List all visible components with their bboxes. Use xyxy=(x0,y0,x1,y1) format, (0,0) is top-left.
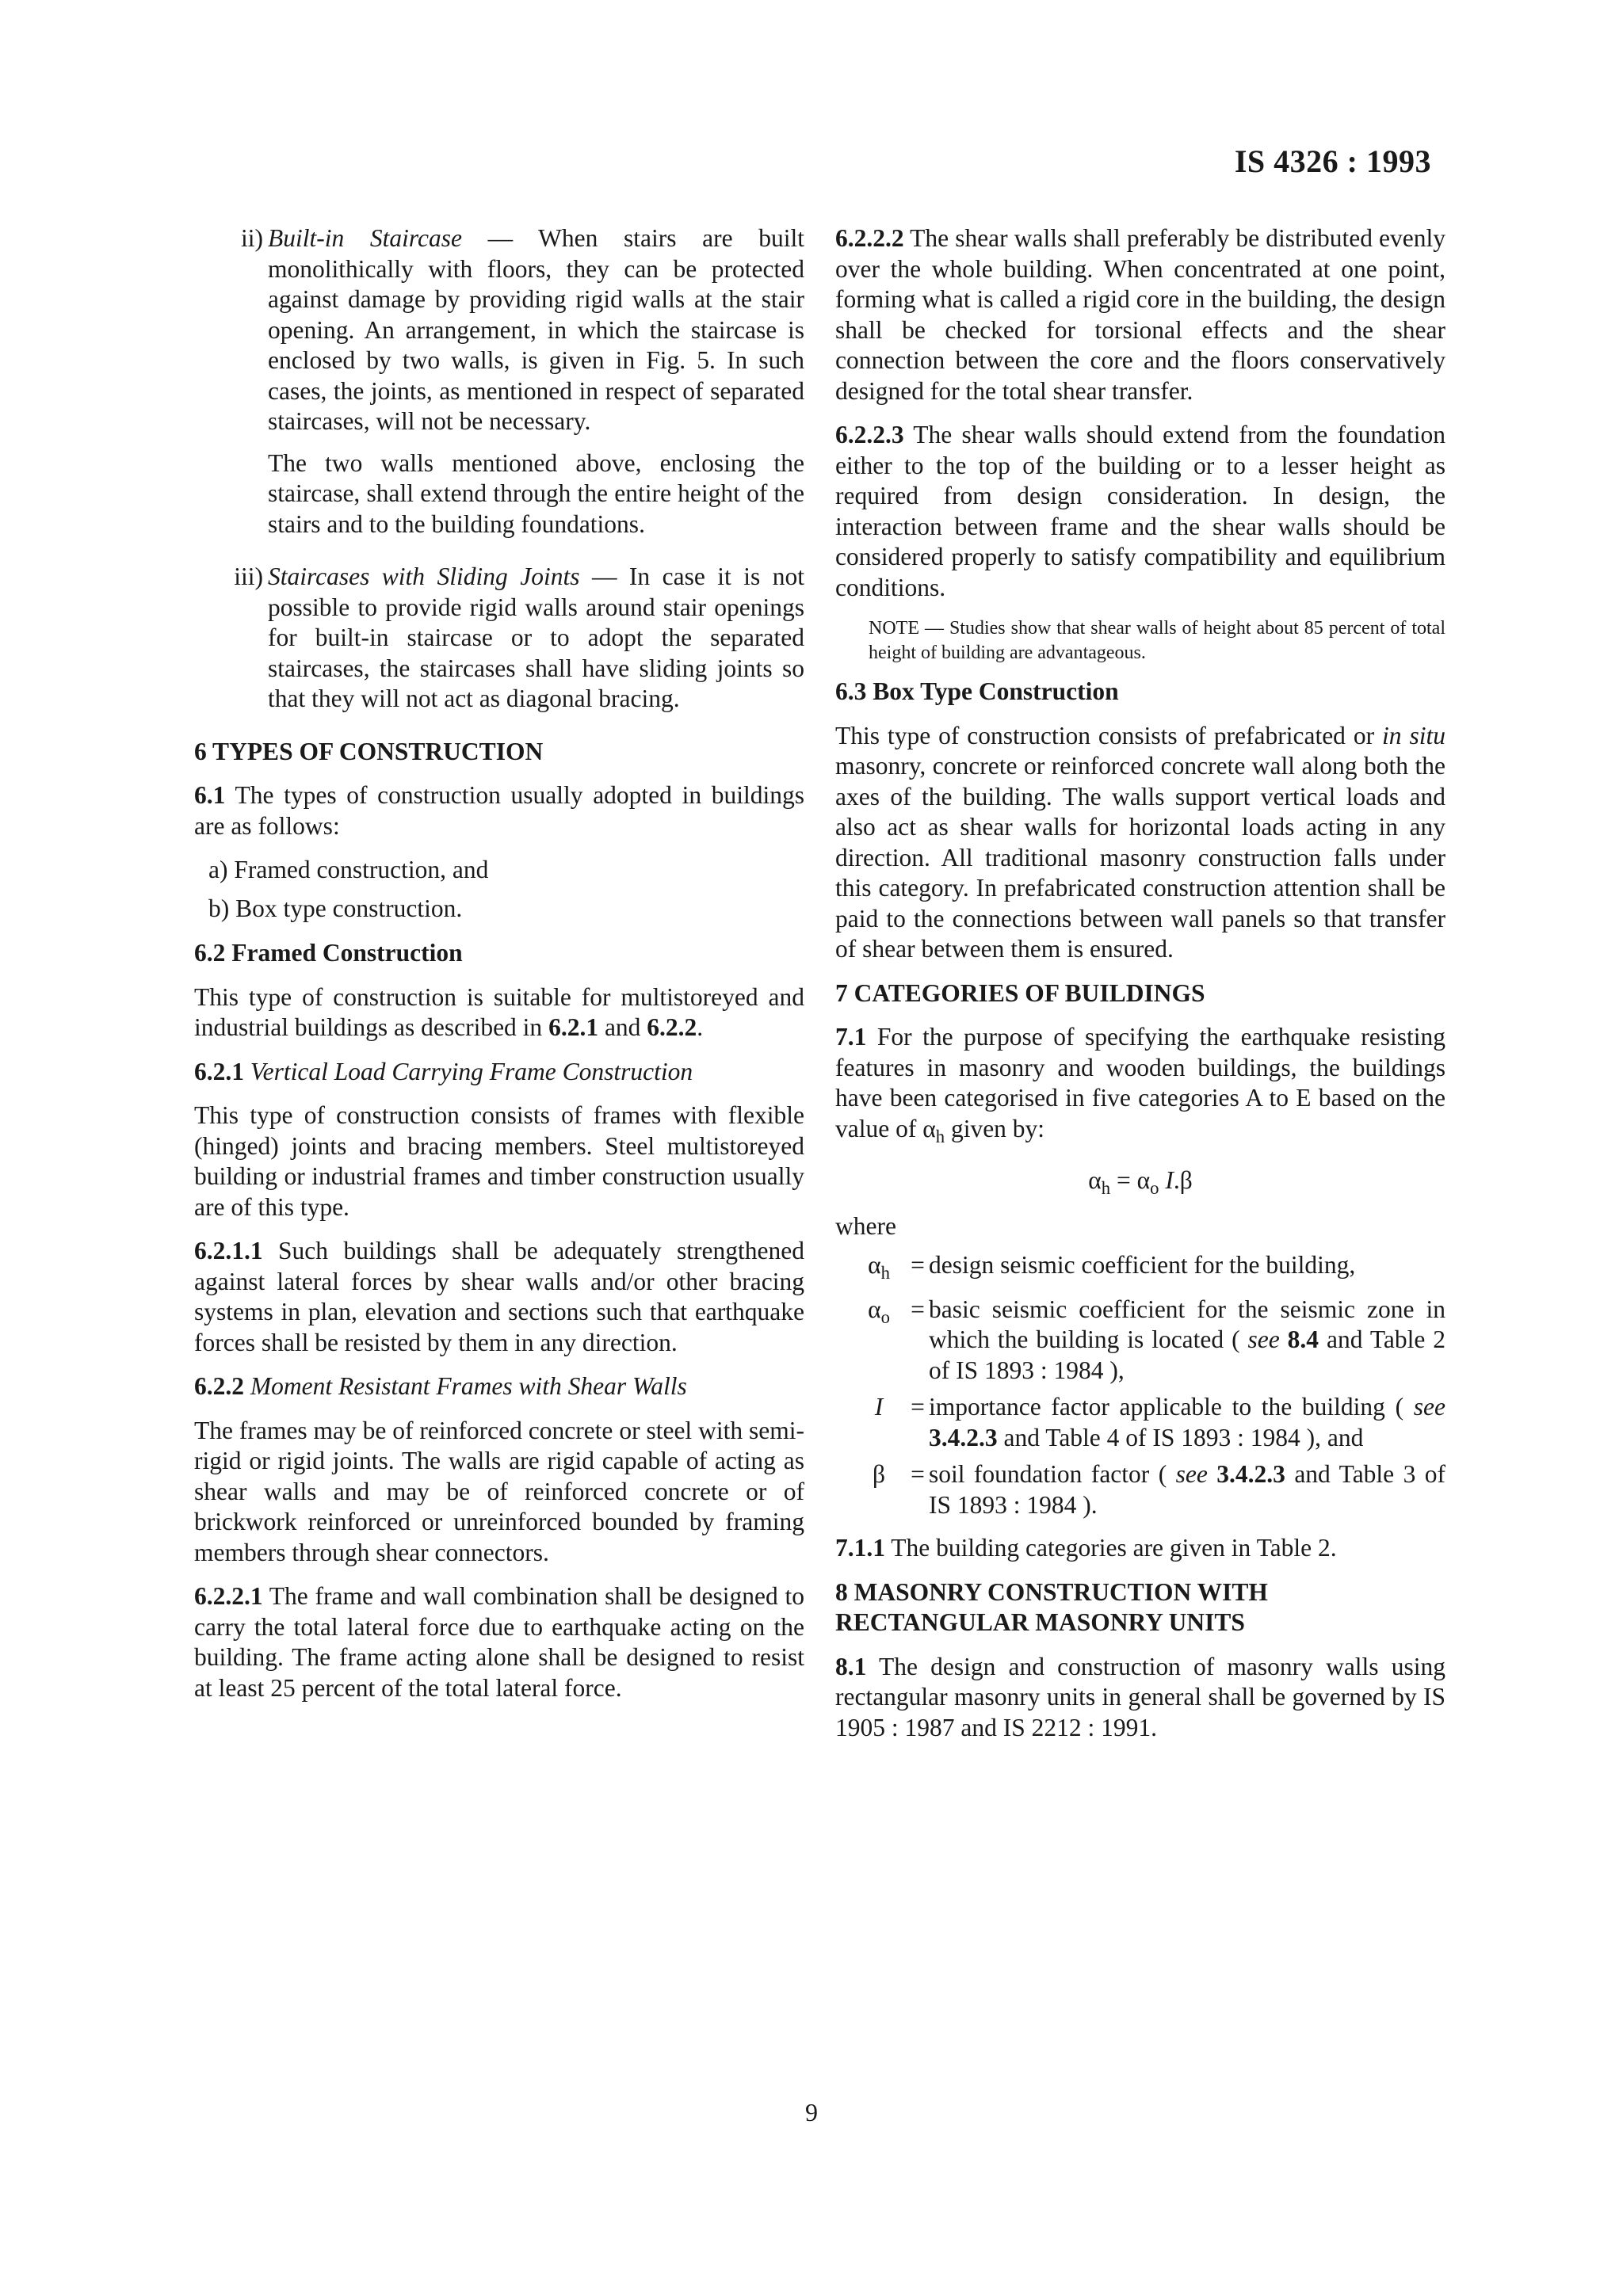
item-title: Built-in Staircase xyxy=(268,224,462,252)
paragraph: The two walls mentioned above, enclosing the staircase, shall extend through the entire height of the stairs and to the building foundations. xyxy=(268,448,804,538)
item-title: Staircases with Sliding Joints xyxy=(268,563,580,590)
list-label: iii) xyxy=(234,563,263,590)
paragraph-6-2-2-3: 6.2.2.3 The shear walls should extend from the foundation either to the top of the building or to a lesser height as required from design consideration. In design, the interaction between frame and the shear walls should be considered properly to satisfy compatibility and equilibrium conditions. xyxy=(835,421,1445,601)
paragraph-7-1-1: 7.1.1 The building categories are given in Table 2. xyxy=(835,1534,1337,1562)
definition-alpha-h: $\alpha_h$ = design seismic coefficient for the building, xyxy=(868,1250,1356,1283)
page-number: 9 xyxy=(805,2098,818,2126)
paragraph-6-3: This type of construction consists of prefabricated or in situ masonry, concrete or reinforced concrete wall along both the axes of the building. The walls support vertical loads and also act as shear walls for horizontal loads acting in any direction. All traditional masonry construction falls under this category. In prefabricated construction attention shall be paid to the connections between wall panels so that transfer of shear between them is ensured. xyxy=(835,721,1445,963)
paragraph-6-2-1: This type of construction consists of frames with flexible (hinged) joints and bracing members. Steel multistoreyed building or industrial frames and timber construction usually are of this type. xyxy=(194,1101,804,1221)
formula: $\alpha_h = \alpha_o$ I.β xyxy=(1088,1165,1193,1198)
paragraph: Staircases with Sliding Joints — In case it is not possible to provide rigid walls around stair openings for built-in staircase or to adopt the separated staircases, the staircases shall have sliding joints so that they will not act as diagonal bracing. xyxy=(268,563,804,712)
paragraph: Built-in Staircase — When stairs are built monolithically with floors, they can be protected against damage by providing rigid walls at the stair opening. An arrangement, in which the staircase is enclosed by two walls, is given in Fig. 5. In such cases, the joints, as mentioned in respect of separated staircases, will not be necessary. xyxy=(268,224,804,435)
section-heading-6: 6 TYPES OF CONSTRUCTION xyxy=(194,737,544,765)
paragraph-6-2-2-2: 6.2.2.2 The shear walls shall preferably be distributed evenly over the whole building. When concentrated at one point, forming what is called a rigid core in the building, the design shall be checked for torsional effects and the shear connection between the core and the floors conservatively designed for the total shear transfer. xyxy=(835,224,1445,405)
paragraph-8-1: 8.1 The design and construction of masonry walls using rectangular masonry units in general shall be governed by IS 1905 : 1987 and IS 2212 : 1991. xyxy=(835,1652,1445,1741)
list-item-iii xyxy=(194,562,804,726)
standard-header: IS 4326 : 1993 xyxy=(1234,143,1431,179)
list-item-b: b) Box type construction. xyxy=(208,894,463,922)
paragraph-7-1: 7.1 For the purpose of specifying the earthquake resisting features in masonry and wooden buildings, the buildings have been categorised in five categories A to E based on the value of $\alpha_h$ given by: xyxy=(835,1023,1445,1146)
section-heading-6-2: 6.2 Framed Construction xyxy=(194,939,463,967)
clause-6-2-2-title: 6.2.2 Moment Resistant Frames with Shear Walls xyxy=(194,1372,687,1400)
left-column xyxy=(194,223,804,1717)
paragraph-6-2: This type of construction is suitable for multistoreyed and industrial buildings as described in 6.2.1 and 6.2.2. xyxy=(194,982,804,1041)
right-column xyxy=(835,223,1445,1756)
section-heading-7: 7 CATEGORIES OF BUILDINGS xyxy=(835,978,1205,1007)
paragraph-6-2-1-1: 6.2.1.1 Such buildings shall be adequately strengthened against lateral forces by shear walls and/or other bracing systems in plan, elevation and sections such that earthquake forces shall be resisted by them in any direction. xyxy=(194,1237,804,1356)
definition-list xyxy=(835,1250,1445,1521)
list-item-ii xyxy=(194,223,804,551)
paragraph-6-1: 6.1 The types of construction usually adopted in buildings are as follows: xyxy=(194,781,804,840)
where-label: where xyxy=(835,1212,896,1241)
paragraph-6-2-2: The frames may be of reinforced concrete or steel with semi-rigid or rigid joints. The walls are rigid capable of acting as shear walls and may be of reinforced concrete or of brickwork reinforced or unreinforced bounded by framing members through shear connectors. xyxy=(194,1416,804,1566)
section-heading-8: 8 MASONRY CONSTRUCTION WITH RECTANGULAR MASONRY UNITS xyxy=(835,1577,1268,1637)
definition-beta: β = soil foundation factor ( see 3.4.2.3 and Table 3 of IS 1893 : 1984 ). xyxy=(872,1460,1445,1519)
definition-importance-factor: I = importance factor applicable to the building ( see 3.4.2.3 and Table 4 of IS 1893 : 1984 ), and xyxy=(874,1393,1445,1451)
list-label: ii) xyxy=(241,224,263,252)
note: NOTE — Studies show that shear walls of height about 85 percent of total height of building are advantageous. xyxy=(869,618,1445,663)
paragraph-6-2-2-1: 6.2.2.1 The frame and wall combination shall be designed to carry the total lateral force due to earthquake acting on the building. The frame acting alone shall be designed to resist at least 25 percent of the total lateral force. xyxy=(194,1582,804,1702)
section-heading-6-3: 6.3 Box Type Construction xyxy=(835,677,1119,705)
list-item-a: a) Framed construction, and xyxy=(208,856,489,883)
clause-6-2-1-title: 6.2.1 Vertical Load Carrying Frame Construction xyxy=(194,1057,693,1085)
definition-alpha-o: $\alpha_o$ = basic seismic coefficient for the seismic zone in which the building is located ( see 8.4 and Table 2 of IS 1893 : 1984 ), xyxy=(868,1295,1446,1384)
